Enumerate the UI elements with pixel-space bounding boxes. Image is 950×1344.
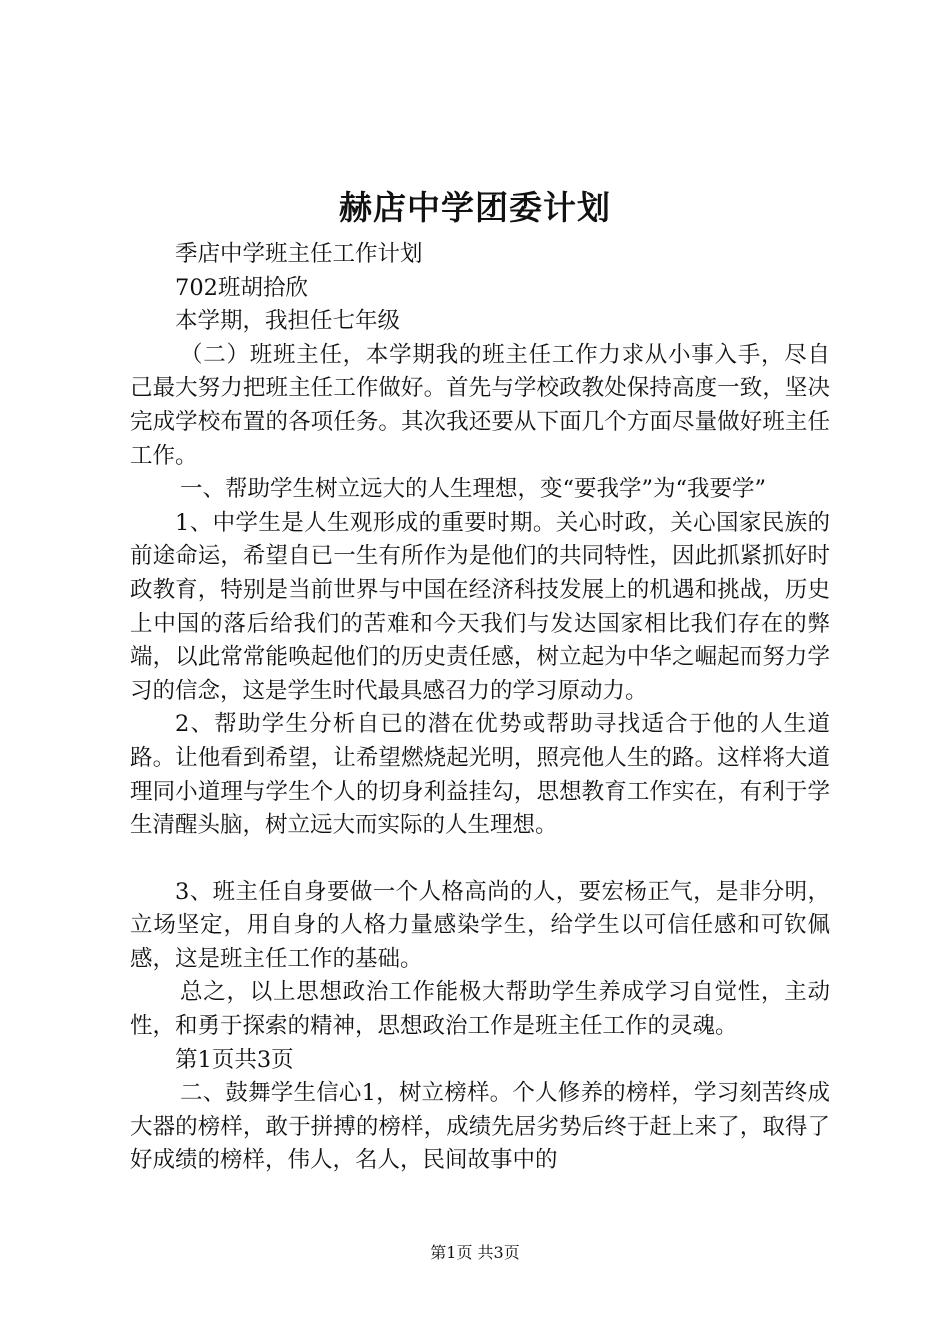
paragraph-point-3: 3、班主任自身要做一个人格高尚的人，要宏杨正气，是非分明，立场坚定，用自身的人格力量感染学生，给学生以可信任感和可钦佩感，这是班主任工作的基础。 (130, 878, 830, 972)
paragraph-intro-continued: （二）班班主任，本学期我的班主任工作力求从小事入手，尽自己最大努力把班主任工作做好。首先与学校政教处保持高度一致，坚决完成学校布置的各项任务。其次我还要从下面几个方面尽量做好班主任工作。 (130, 341, 830, 469)
paragraph-subtitle: 季店中学班主任工作计划 (175, 241, 423, 267)
paragraph-point-1: 1、中学生是人生观形成的重要时期。关心时政，关心国家民族的前途命运，希望自已一生有所作为是他们的共同特性，因此抓紧抓好时政教育，特别是当前世界与中国在经济科技发展上的机遇和挑战，历史上中国的落后给我们的苦难和今天我们与发达国家相比我们存在的弊端，以此常常能唤起他们的历史责任感，树立起为中华之崛起而努力学习的信念，这是学生时代最具感召力的学习原动力。 (130, 509, 830, 704)
paragraph-author: 702班胡拾欣 (175, 274, 308, 301)
document-title: 赫店中学团委计划 (339, 188, 611, 227)
section-heading-one: 一、帮助学生树立远大的人生理想，变“要我学”为“我要学” (180, 476, 767, 503)
paragraph-summary: 总之，以上思想政治工作能极大帮助学生养成学习自觉性，主动性，和勇于探索的精神，思想政治工作是班主任工作的灵魂。 (130, 979, 830, 1040)
paragraph-point-2: 2、帮助学生分析自已的潜在优势或帮助寻找适合于他的人生道路。让他看到希望，让希望燃烧起光明，照亮他人生的路。这样将大道理同小道理与学生个人的切身利益挂勾，思想教育工作实在，有利于学生清醒头脑，树立远大而实际的人生理想。 (130, 711, 830, 839)
paragraph-intro: 本学期，我担任七年级 (175, 308, 401, 335)
page-footer: 第1页 共3页 (430, 1243, 520, 1262)
document-body (130, 238, 830, 1178)
inline-page-marker: 第1页共3页 (175, 1046, 294, 1073)
section-heading-two: 二、鼓舞学生信心1，树立榜样。个人修养的榜样，学习刻苦终成大器的榜样，敢于拼搏的榜样，成绩先居劣势后终于赶上来了，取得了好成绩的榜样，伟人，名人，民间故事中的 (130, 1080, 830, 1174)
